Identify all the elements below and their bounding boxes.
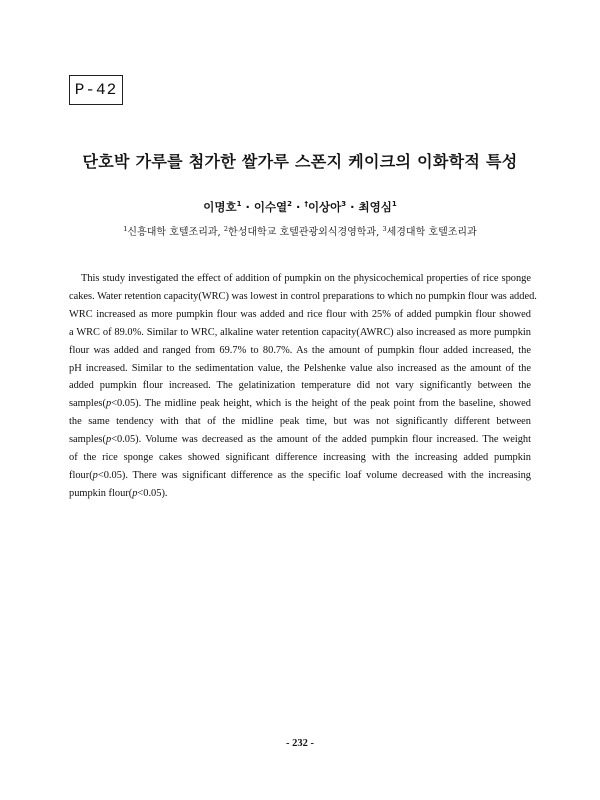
affiliation-1-mark: 1	[123, 225, 128, 233]
presentation-code	[69, 75, 123, 105]
affiliation-3-mark: 3	[382, 225, 387, 233]
abstract-line: of the rice sponge cakes showed significant difference increasing with the increasing added pumpkin	[69, 452, 531, 464]
affiliation-3: 세경대학 호텔조리과	[386, 227, 477, 238]
abstract-line: WRC increased as more pumpkin flour was added and rice flour with 25% of added pumpkin flour showed	[69, 308, 531, 320]
abstract-line: the same tendency with that of the midline peak time, but was not significantly different between	[69, 416, 531, 428]
author-1: 이명호	[203, 200, 237, 214]
abstract-line: a WRC of 89.0%. Similar to WRC, alkaline water retention capacity(AWRC) also increased as more pumpkin	[69, 326, 531, 338]
abstract-line: This study investigated the effect of addition of pumpkin on the physicochemical properties of rice sponge	[81, 273, 531, 284]
abstract-line: cakes. Water retention capacity(WRC) was lowest in control preparations to which no pumpkin flour was added.	[69, 290, 537, 302]
affiliation-1: 신흥대학 호텔조리과,	[127, 227, 224, 238]
author-3: 이상아	[307, 200, 342, 214]
author-4-affil-mark: 1	[391, 200, 397, 208]
affiliation-2-mark: 2	[223, 225, 229, 233]
affiliation-list	[0, 223, 600, 238]
paper-title: 단호박 가루를 첨가한 쌀가루 스폰지 케이크의 이화학적 특성	[82, 152, 518, 171]
author-4: 최영심	[358, 200, 392, 214]
abstract-body	[69, 270, 537, 503]
author-separator: ·	[346, 200, 359, 214]
presentation-code-text: P-42	[74, 81, 118, 99]
abstract-line: added pumpkin flour increased. The gelatinization temperature did not vary significantly between the	[69, 380, 531, 392]
abstract-line: pumpkin flour(p<0.05).	[69, 487, 168, 499]
abstract-line: samples(p<0.05). Volume was decreased as the amount of the added pumpkin flour increased. The weight	[69, 434, 531, 446]
abstract-line: samples(p<0.05). The midline peak height, which is the height of the peak point from the baseline, showed	[69, 398, 531, 410]
corresponding-author-mark: †	[304, 200, 308, 208]
author-2: 이수열	[253, 200, 288, 214]
author-3-affil-mark: 3	[341, 200, 347, 208]
abstract-line: flour was added and ranged from 69.7% to 80.7%. As the amount of pumpkin flour added increased, the	[69, 344, 531, 356]
author-1-affil-mark: 1	[236, 200, 242, 208]
author-separator: ·	[241, 200, 254, 214]
page-number: - 232 -	[286, 738, 314, 749]
author-2-affil-mark: 2	[287, 200, 293, 208]
author-list	[0, 199, 600, 215]
affiliation-2: 한성대학교 호텔관광외식경영학과,	[228, 227, 383, 238]
abstract-line: pH increased. Similar to the sedimentation value, the Pelshenke value also increased as the amount of the	[69, 362, 531, 374]
abstract-line: flour(p<0.05). There was significant difference as the specific loaf volume decreased with the increasing	[69, 469, 531, 481]
author-separator: ·	[292, 200, 305, 214]
